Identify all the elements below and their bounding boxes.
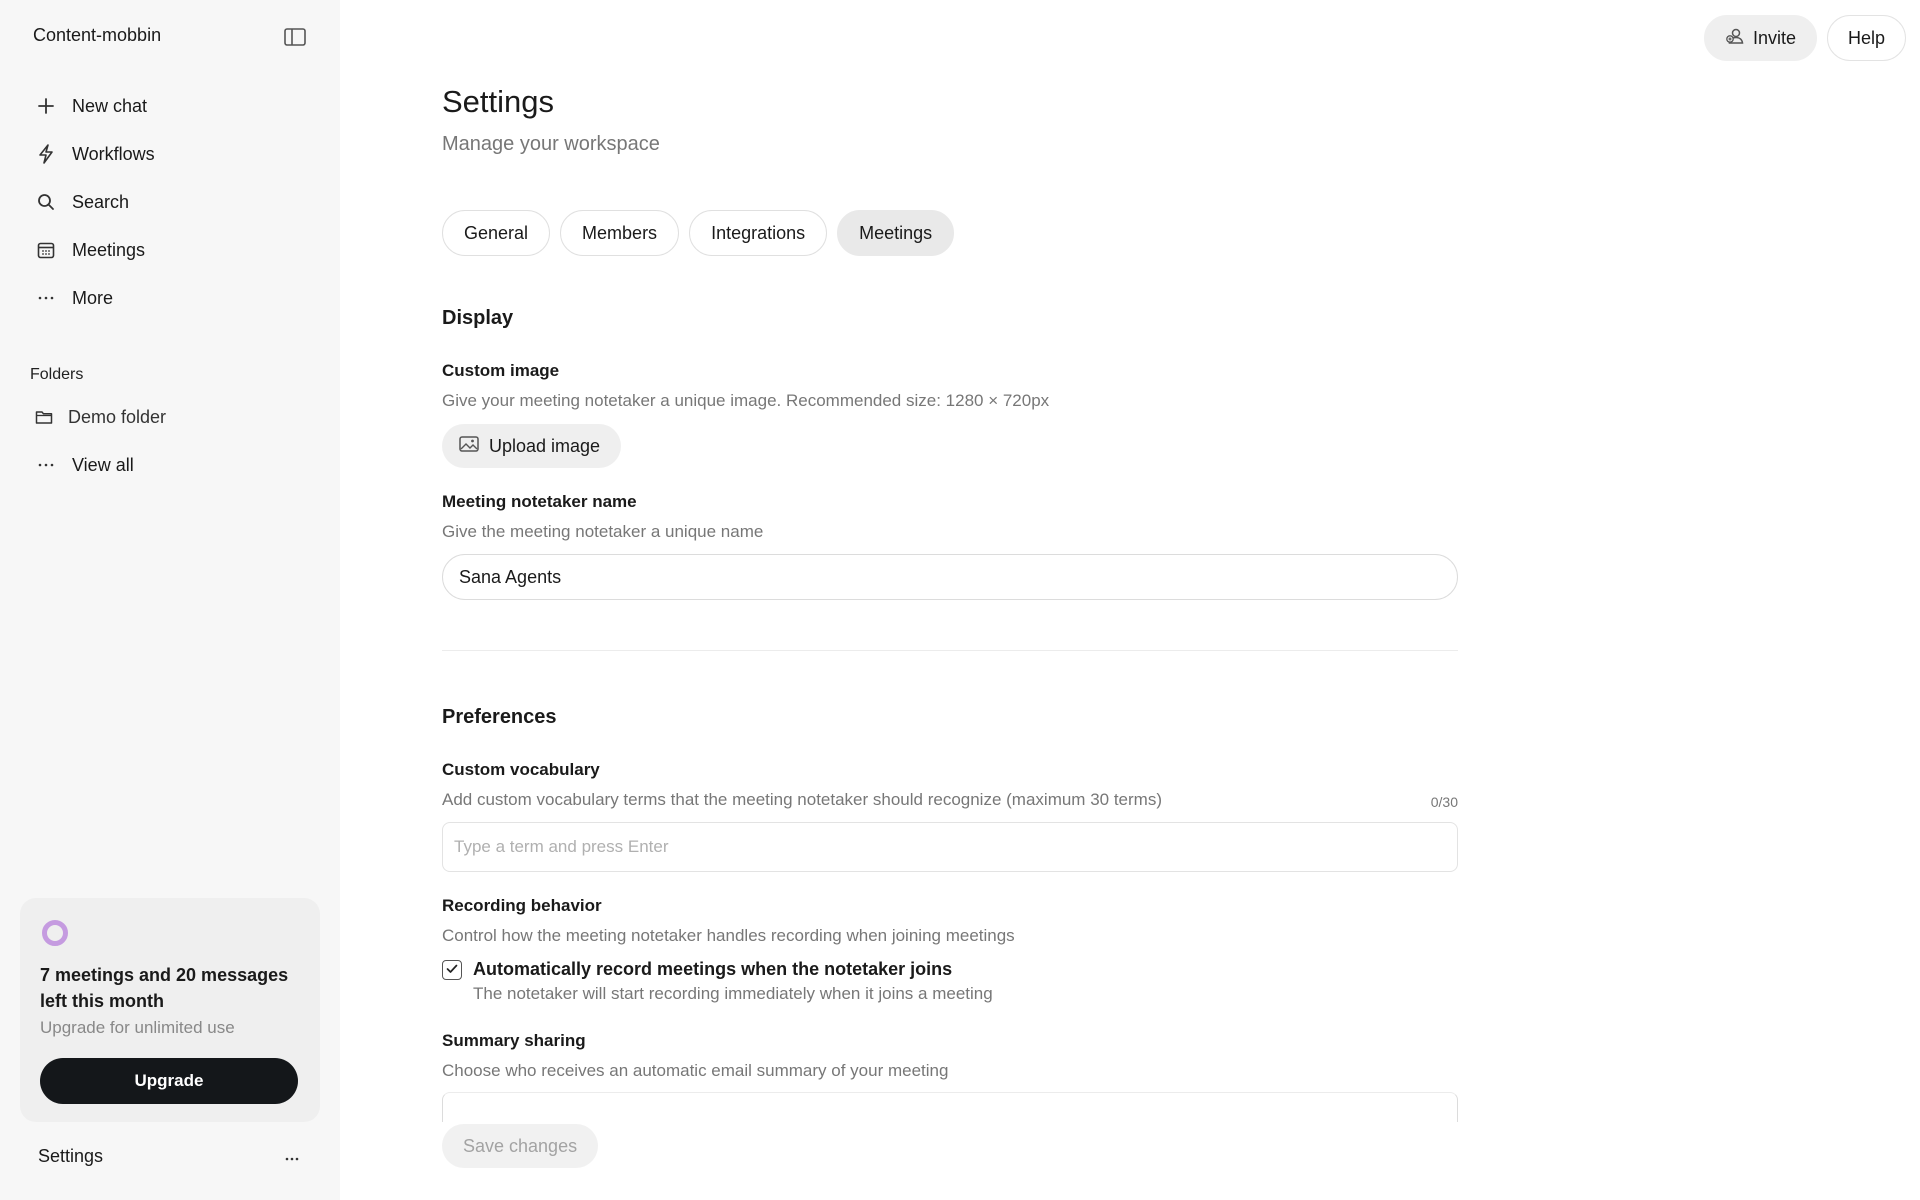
- invite-label: Invite: [1752, 27, 1796, 48]
- notetaker-name-description: Give the meeting notetaker a unique name: [442, 522, 764, 541]
- settings-tabs: [442, 210, 954, 256]
- page-subtitle: Manage your workspace: [442, 133, 660, 155]
- sidebar: [0, 0, 340, 1200]
- help-button[interactable]: Help: [1827, 15, 1906, 61]
- sidebar-settings[interactable]: [38, 1146, 300, 1167]
- sidebar-settings-label: Settings: [38, 1146, 104, 1166]
- auto-record-checkbox[interactable]: [442, 960, 462, 980]
- vocabulary-counter: 0/30: [1430, 794, 1458, 810]
- sidebar-item-label: More: [72, 287, 114, 308]
- sidebar-item-label: Search: [72, 191, 130, 212]
- section-divider: [442, 650, 1458, 651]
- tab-members[interactable]: Members: [560, 210, 679, 256]
- usage-promo-subtitle: Upgrade for unlimited use: [40, 1018, 235, 1037]
- display-section-title: Display: [442, 307, 514, 329]
- folder-icon: [33, 406, 55, 428]
- usage-ring-icon: [42, 920, 68, 946]
- notetaker-name-label: Meeting notetaker name: [442, 492, 637, 511]
- folder-list: [30, 393, 310, 489]
- tab-meetings[interactable]: Meetings: [837, 210, 954, 256]
- upload-image-button[interactable]: [442, 424, 621, 468]
- search-icon: [35, 191, 57, 213]
- save-changes-button[interactable]: Save changes: [442, 1124, 598, 1168]
- workspace-name[interactable]: Content-mobbin: [33, 25, 162, 45]
- sidebar-item-meetings[interactable]: [30, 226, 310, 274]
- upload-image-label: Upload image: [489, 435, 601, 456]
- usage-promo-title: 7 meetings and 20 messages left this month: [40, 965, 289, 1011]
- sidebar-item-label: New chat: [72, 95, 148, 116]
- sidebar-item-search[interactable]: [30, 178, 310, 226]
- recording-behavior-description: Control how the meeting notetaker handles recording when joining meetings: [442, 926, 1015, 945]
- sidebar-nav: [30, 82, 310, 322]
- page-title: Settings: [442, 84, 555, 119]
- notetaker-name-input[interactable]: Sana Agents: [442, 554, 1458, 600]
- calendar-icon: [35, 239, 57, 261]
- folder-view-all[interactable]: [30, 441, 310, 489]
- sidebar-item-new-chat[interactable]: [30, 82, 310, 130]
- checkmark-icon: [446, 961, 458, 979]
- folders-heading: Folders: [30, 366, 84, 383]
- top-actions: [1704, 15, 1906, 61]
- upgrade-button[interactable]: Upgrade: [40, 1058, 298, 1104]
- ellipsis-icon: [35, 287, 57, 309]
- vocabulary-term-input[interactable]: [442, 822, 1458, 872]
- sidebar-item-label: Workflows: [72, 143, 155, 164]
- custom-vocabulary-label: Custom vocabulary: [442, 760, 600, 779]
- folder-item-label: View all: [72, 454, 134, 475]
- tab-integrations[interactable]: Integrations: [689, 210, 827, 256]
- folder-item-demo[interactable]: [30, 393, 310, 441]
- sidebar-item-label: Meetings: [72, 239, 146, 260]
- ellipsis-icon: [35, 454, 57, 476]
- auto-record-description: The notetaker will start recording immediately when it joins a meeting: [473, 984, 993, 1003]
- recording-behavior-label: Recording behavior: [442, 896, 602, 915]
- custom-image-description: Give your meeting notetaker a unique image. Recommended size: 1280 × 720px: [442, 391, 1050, 410]
- custom-image-label: Custom image: [442, 361, 560, 380]
- folder-item-label: Demo folder: [68, 406, 167, 427]
- plus-icon: [35, 95, 57, 117]
- sidebar-item-workflows[interactable]: [30, 130, 310, 178]
- usage-promo-card: [20, 898, 320, 1122]
- auto-record-label[interactable]: Automatically record meetings when the notetaker joins: [473, 959, 953, 979]
- lightning-icon: [35, 143, 57, 165]
- image-icon: [459, 436, 479, 457]
- summary-sharing-options[interactable]: [442, 1092, 1458, 1122]
- tab-general[interactable]: General: [442, 210, 550, 256]
- invite-icon: [1725, 27, 1745, 50]
- summary-sharing-description: Choose who receives an automatic email summary of your meeting: [442, 1061, 949, 1080]
- invite-button[interactable]: [1704, 15, 1817, 61]
- sidebar-toggle-icon[interactable]: [284, 28, 306, 46]
- custom-vocabulary-description: Add custom vocabulary terms that the meeting notetaker should recognize (maximum 30 terms): [442, 790, 1162, 809]
- preferences-section-title: Preferences: [442, 706, 557, 728]
- settings-more-icon[interactable]: [284, 1146, 300, 1167]
- sidebar-item-more[interactable]: [30, 274, 310, 322]
- summary-sharing-label: Summary sharing: [442, 1031, 586, 1050]
